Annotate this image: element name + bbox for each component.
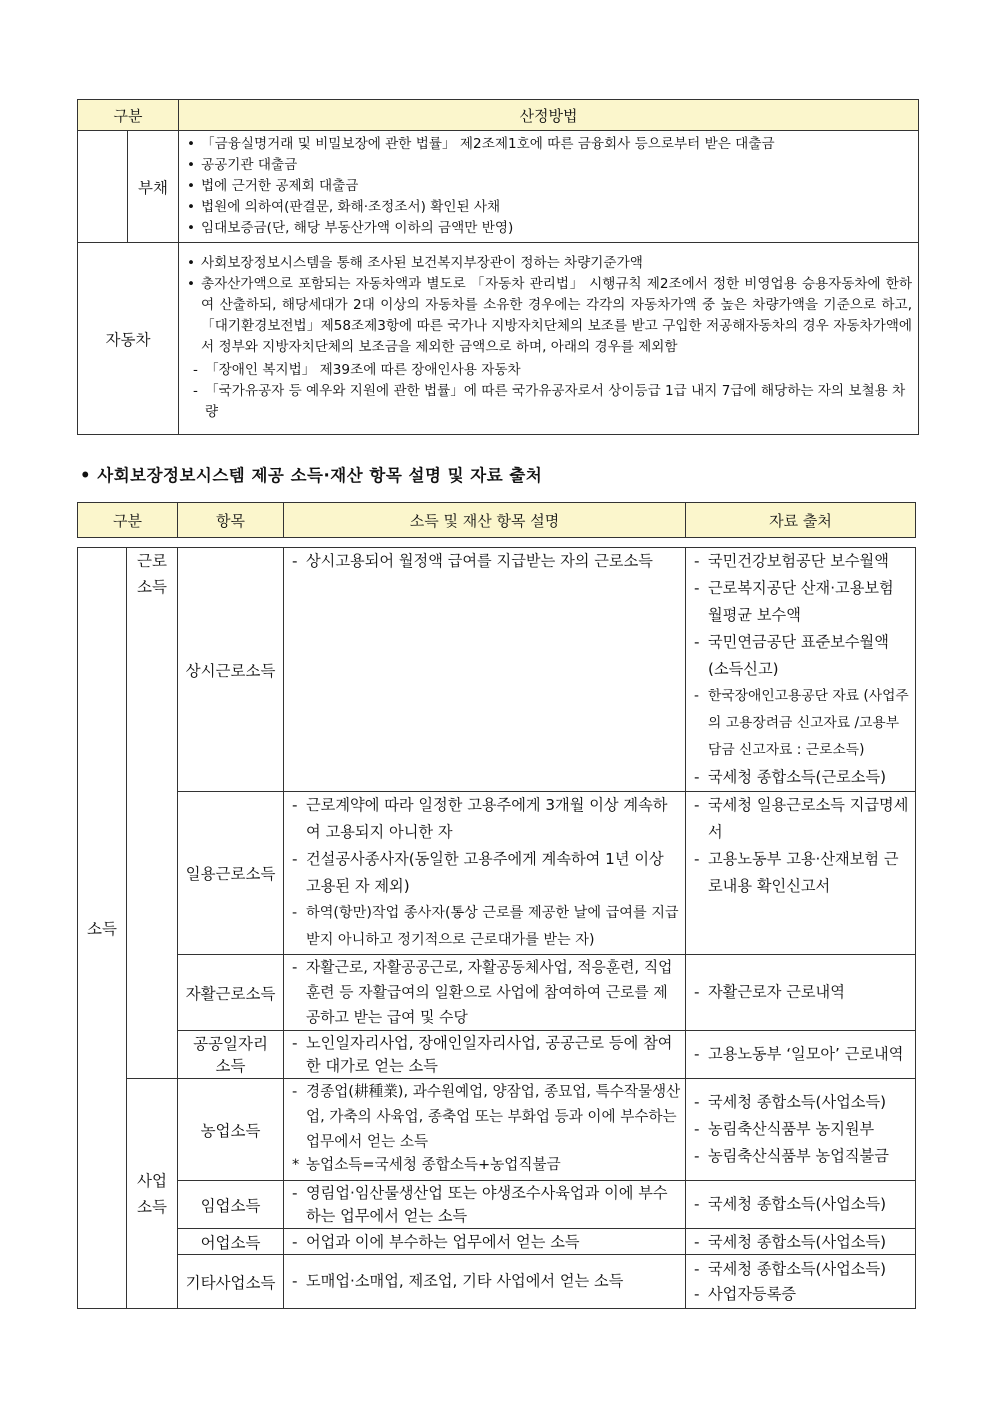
source-line: - 근로복지공단 산재·고용보험 월평균 보수액 <box>692 575 911 629</box>
src-daily-labor <box>686 792 916 955</box>
desc-self-support <box>284 955 686 1031</box>
header-source: 자료 출처 <box>686 503 916 538</box>
income-source-table <box>77 502 916 1309</box>
source-line: - 자활근로자 근로내역 <box>692 979 911 1006</box>
desc-line: - 근로계약에 따라 일정한 고용주에게 3개월 이상 계속하여 고용되지 아니한 자 <box>290 792 681 846</box>
car-label: 자동차 <box>78 243 179 435</box>
desc-forestry <box>284 1181 686 1229</box>
source-line: - 농림축산식품부 농지원부 <box>692 1116 911 1143</box>
item-agriculture: 농업소득 <box>178 1079 284 1181</box>
src-other-business <box>686 1255 916 1309</box>
item-public-job: 공공일자리 소득 <box>178 1031 284 1079</box>
source-line: - 국세청 종합소득(사업소득) <box>692 1089 911 1116</box>
item-daily-labor: 일용근로소득 <box>178 792 284 955</box>
debt-item: • 법원에 의하여(판결문, 화해·조정조서) 확인된 사채 <box>187 197 912 218</box>
desc-line: - 건설공사종사자(동일한 고용주에게 계속하여 1년 이상 고용된 자 제외) <box>290 846 681 900</box>
desc-line: - 노인일자리사업, 장애인일자리사업, 공공근로 등에 참여한 대가로 얻는 소득 <box>290 1032 681 1078</box>
labor-income-label: 근로 소득 <box>127 548 178 1079</box>
src-regular-labor <box>686 548 916 792</box>
desc-public-job <box>284 1031 686 1079</box>
debt-label: 부채 <box>128 131 179 243</box>
item-fishery: 어업소득 <box>178 1229 284 1255</box>
desc-other-business <box>284 1255 686 1309</box>
source-line: - 고용노동부 고용·산재보험 근로내용 확인신고서 <box>692 846 911 900</box>
source-line: - 국민연금공단 표준보수월액 (소득신고) <box>692 629 911 683</box>
debt-method <box>179 131 919 243</box>
src-forestry <box>686 1181 916 1229</box>
header-item: 항목 <box>178 503 284 538</box>
desc-regular-labor <box>284 548 686 792</box>
desc-line: - 자활근로, 자활공공근로, 자활공동체사업, 적응훈련, 직업훈련 등 자활급여의 일환으로 사업에 참여하여 근로를 제공하고 받는 급여 및 수당 <box>290 955 681 1030</box>
debt-indent <box>78 131 128 243</box>
car-item: • 총자산가액으로 포함되는 자동차액과 별도로 「자동차 관리법」 시행규칙 제2조에서 정한 비영업용 승용자동차에 한하여 산출하되, 해당세대가 2대 이상의 자동차를 소유한 경우에는 각각의 자동차가액 중 높은 차량가액을 기준으로 하고, 「대기환경보전법」제58조제3항에 따른 국가나 지방자치단체의 보조를 받고 구입한 저공해자동차의 경우 자동차가액에서 정부와 지방자치단체의 보조금을 제외한 금액으로 하며, 아래의 경우를 제외함 <box>187 274 912 358</box>
source-line: - 한국장애인고용공단 자료 (사업주의 고용장려금 신고자료 /고용부담금 신고자료 : 근로소득) <box>692 683 911 764</box>
source-line: - 국민건강보험공단 보수월액 <box>692 548 911 575</box>
desc-line: - 도매업·소매업, 제조업, 기타 사업에서 얻는 소득 <box>290 1268 681 1295</box>
spacer-row <box>78 538 916 548</box>
debt-item: • 「금융실명거래 및 비밀보장에 관한 법률」 제2조제1호에 따른 금융회사 등으로부터 받은 대출금 <box>187 134 912 155</box>
desc-agriculture <box>284 1079 686 1181</box>
car-exclusion: - 「장애인 복지법」 제39조에 따른 장애인사용 자동차 <box>193 360 918 381</box>
desc-note: * 농업소득=국세청 종합소득+농업직불금 <box>290 1154 681 1176</box>
src-public-job <box>686 1031 916 1079</box>
source-line: - 사업자등록증 <box>692 1282 911 1307</box>
source-line: - 국세청 종합소득(사업소득) <box>692 1257 911 1282</box>
header-category: 구분 <box>78 503 178 538</box>
business-income-label: 사업 소득 <box>127 1079 178 1309</box>
header-category: 구분 <box>78 100 179 131</box>
desc-line: - 상시고용되어 월정액 급여를 지급받는 자의 근로소득 <box>290 548 681 575</box>
debt-item: • 공공기관 대출금 <box>187 155 912 176</box>
source-line: - 국세청 일용근로소득 지급명세서 <box>692 792 911 846</box>
debt-item: • 임대보증금(단, 해당 부동산가액 이하의 금액만 반영) <box>187 218 912 239</box>
item-forestry: 임업소득 <box>178 1181 284 1229</box>
income-label: 소득 <box>78 548 127 1309</box>
desc-fishery <box>284 1229 686 1255</box>
source-line: - 국세청 종합소득(사업소득) <box>692 1230 911 1254</box>
src-fishery <box>686 1229 916 1255</box>
car-exclusion: - 「국가유공자 등 예우와 지원에 관한 법률」에 따른 국가유공자로서 상이등급 1급 내지 7급에 해당하는 자의 보철용 차량 <box>193 381 918 423</box>
car-method <box>179 243 919 435</box>
src-self-support <box>686 955 916 1031</box>
desc-line: - 하역(항만)작업 종사자(통상 근로를 제공한 날에 급여를 지급받지 아니하고 정기적으로 근로대가를 받는 자) <box>290 900 681 954</box>
debt-item: • 법에 근거한 공제회 대출금 <box>187 176 912 197</box>
desc-daily-labor <box>284 792 686 955</box>
src-agriculture <box>686 1079 916 1181</box>
asset-calc-table <box>77 99 919 435</box>
item-regular-labor: 상시근로소득 <box>178 548 284 792</box>
car-item: • 사회보장정보시스템을 통해 조사된 보건복지부장관이 정하는 차량기준가액 <box>187 253 912 274</box>
header-method: 산정방법 <box>179 100 919 131</box>
source-line: - 국세청 종합소득(근로소득) <box>692 764 911 791</box>
desc-line: - 영림업·임산물생산업 또는 야생조수사육업과 이에 부수하는 업무에서 얻는 소득 <box>290 1182 681 1228</box>
source-line: - 국세청 종합소득(사업소득) <box>692 1191 911 1218</box>
source-line: - 고용노동부 ‘일모아’ 근로내역 <box>692 1041 911 1068</box>
desc-line: - 경종업(耕種業), 과수원예업, 양잠업, 종묘업, 특수작물생산업, 가축의 사육업, 종축업 또는 부화업 등과 이에 부수하는 업무에서 얻는 소득 <box>290 1079 681 1154</box>
header-description: 소득 및 재산 항목 설명 <box>284 503 686 538</box>
desc-line: - 어업과 이에 부수하는 업무에서 얻는 소득 <box>290 1230 681 1254</box>
source-line: - 농림축산식품부 농업직불금 <box>692 1143 911 1170</box>
section-title: • 사회보장정보시스템 제공 소득·재산 항목 설명 및 자료 출처 <box>80 466 543 485</box>
item-other-business: 기타사업소득 <box>178 1255 284 1309</box>
item-self-support: 자활근로소득 <box>178 955 284 1031</box>
